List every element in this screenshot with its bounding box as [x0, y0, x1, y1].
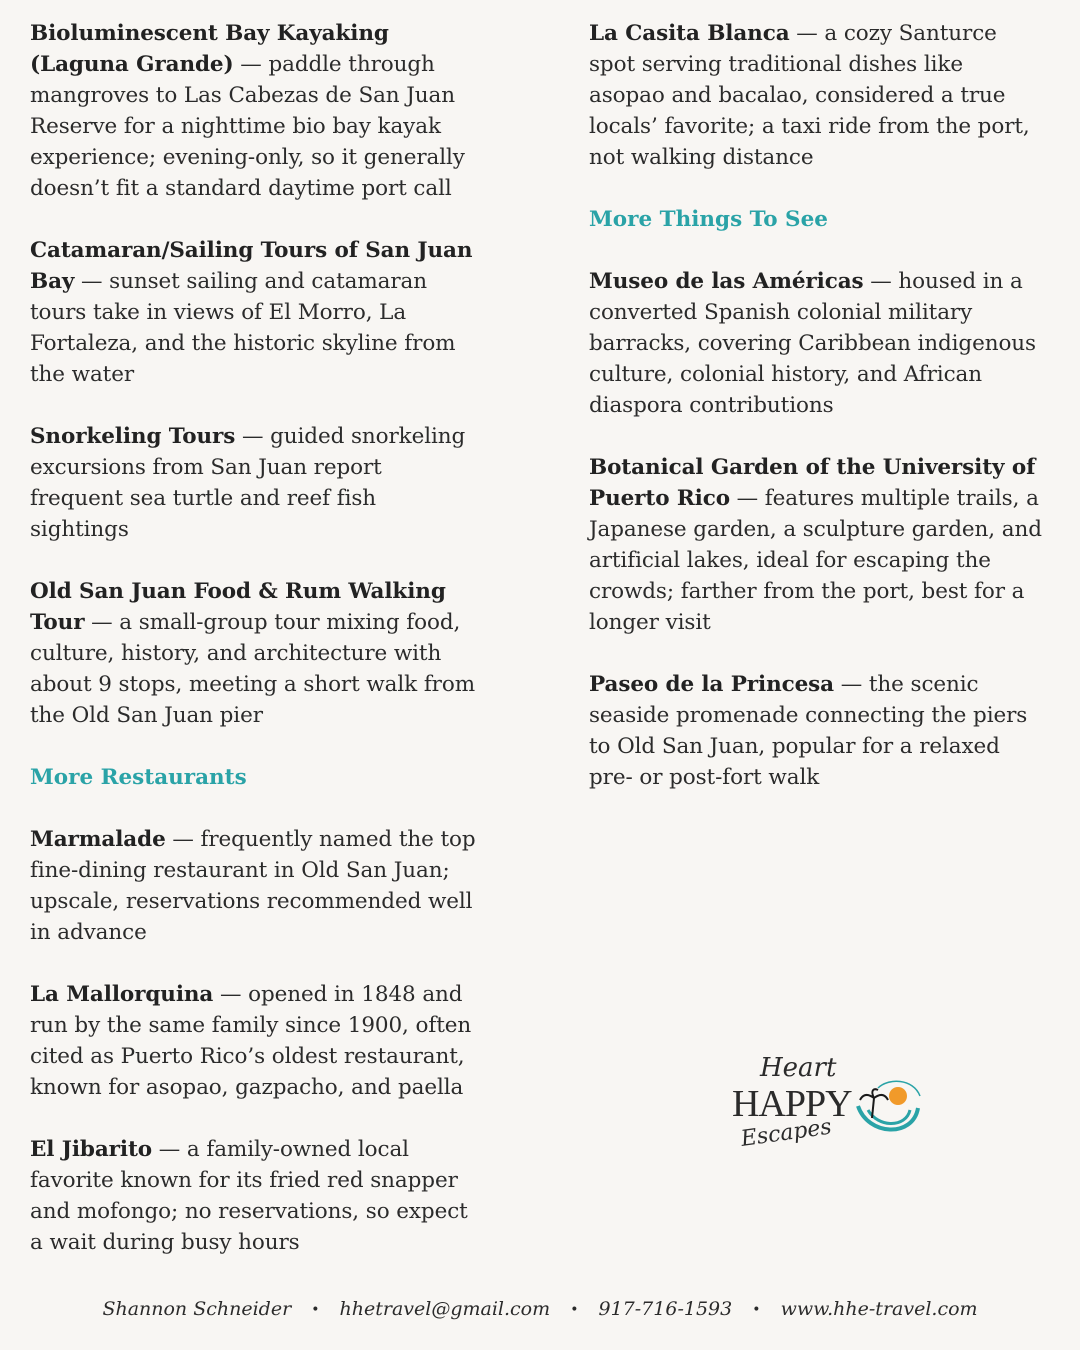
list-item — [30, 235, 480, 390]
list-item — [30, 576, 480, 731]
entry-title: Marmalade — [30, 827, 166, 852]
entry-title: Catamaran/Sailing Tours of San Juan Bay — [30, 238, 473, 294]
list-item — [30, 1134, 480, 1258]
entry-description: — the scenic seaside promenade connecting the piers to Old San Juan, popular for a relaxed pre- or post-fort walk — [589, 672, 1028, 790]
entry-description: — paddle through mangroves to Las Cabezas de San Juan Reserve for a nighttime bio bay kayak experience; evening-only, so it generally doesn’t fit a standard daytime port call — [30, 52, 465, 201]
entry-description: — a family-owned local favorite known for its fried red snapper and mofongo; no reservations, so expect a wait during busy hours — [30, 1137, 468, 1255]
list-item — [30, 18, 480, 204]
contact-name: Shannon Schneider — [102, 1298, 292, 1320]
contact-email[interactable]: hhetravel@gmail.com — [339, 1298, 551, 1320]
list-item — [589, 452, 1044, 638]
logo-word-heart: Heart — [760, 1053, 837, 1083]
entry-title: Snorkeling Tours — [30, 424, 236, 449]
logo-word-happy: HAPPY — [732, 1083, 852, 1125]
right-column — [589, 18, 1044, 824]
left-column — [30, 18, 480, 1289]
entry-description: — housed in a converted Spanish colonial military barracks, covering Caribbean indigenous culture, colonial history, and African diaspora contributions — [589, 269, 1036, 418]
entry-title: Bioluminescent Bay Kayaking (Laguna Grande) — [30, 21, 389, 77]
section-heading-things-to-see: More Things To See — [589, 207, 828, 232]
separator-dot: • — [570, 1302, 579, 1318]
list-item — [589, 18, 1044, 173]
entry-title: Botanical Garden of the University of Puerto Rico — [589, 455, 1036, 511]
entry-description: — sunset sailing and catamaran tours take in views of El Morro, La Fortaleza, and the historic skyline from the water — [30, 269, 456, 387]
entry-title: Paseo de la Princesa — [589, 672, 835, 697]
logo-word-escapes: Escapes — [739, 1114, 834, 1152]
list-item — [589, 669, 1044, 793]
section-heading-restaurants: More Restaurants — [30, 765, 247, 790]
brand-logo — [728, 1048, 928, 1158]
contact-phone[interactable]: 917-716-1593 — [598, 1298, 733, 1320]
list-item — [30, 979, 480, 1103]
entry-description: — guided snorkeling excursions from San Juan report frequent sea turtle and reef fish sightings — [30, 424, 466, 542]
contact-website[interactable]: www.hhe-travel.com — [780, 1298, 978, 1320]
entry-title: La Mallorquina — [30, 982, 214, 1007]
list-item — [30, 421, 480, 545]
entry-title: Museo de las Américas — [589, 269, 864, 294]
separator-dot: • — [752, 1302, 761, 1318]
list-item — [30, 824, 480, 948]
entry-description: — a small-group tour mixing food, culture, history, and architecture with about 9 stops, meeting a short walk from the Old San Juan pier — [30, 610, 475, 728]
entry-description: — frequently named the top fine-dining restaurant in Old San Juan; upscale, reservations recommended well in advance — [30, 827, 476, 945]
entry-description: — features multiple trails, a Japanese garden, a sculpture garden, and artificial lakes, ideal for escaping the crowds; farther from the port, best for a longer visit — [589, 486, 1042, 635]
entry-description: — a cozy Santurce spot serving traditional dishes like asopao and bacalao, considered a true locals’ favorite; a taxi ride from the port, not walking distance — [589, 21, 1030, 170]
sun-wave-icon — [858, 1081, 920, 1129]
entry-title: La Casita Blanca — [589, 21, 790, 46]
entry-title: Old San Juan Food & Rum Walking Tour — [30, 579, 446, 635]
contact-footer — [0, 1298, 1080, 1320]
logo-graphic — [728, 1048, 928, 1158]
list-item — [589, 266, 1044, 421]
entry-title: El Jibarito — [30, 1137, 153, 1162]
entry-description: — opened in 1848 and run by the same family since 1900, often cited as Puerto Rico’s oldest restaurant, known for asopao, gazpacho, and paella — [30, 982, 472, 1100]
separator-dot: • — [311, 1302, 320, 1318]
